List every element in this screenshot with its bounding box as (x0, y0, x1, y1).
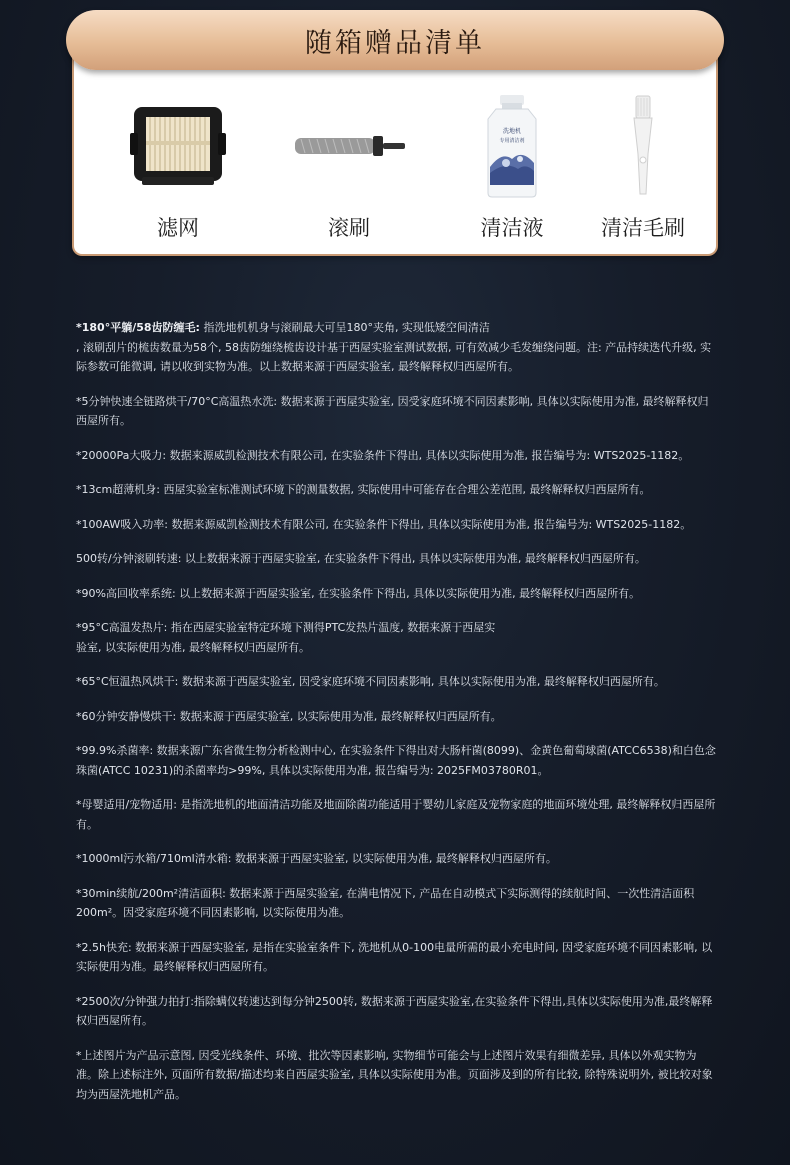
note-item: *99.9%杀菌率: 数据来源广东省微生物分析检测中心, 在实验条件下得出对大肠杆菌(8099)、金黄色葡萄球菌(ATCC6538)和白色念珠菌(ATCC 10231)的杀菌率均>99%, 具体以实际使用为准, 报告编号为: 2025FM03780R01。 (76, 744, 716, 777)
note-item: *13cm超薄机身: 西屋实验室标准测试环境下的测量数据, 实际使用中可能存在合理公差范围, 最终解释权归西屋所有。 (76, 483, 651, 496)
gift-list-title: 随箱赠品清单 (305, 27, 485, 59)
note-item: *30min续航/200m²清洁面积: 数据来源于西屋实验室, 在满电情况下, 产品在自动模式下实际测得的续航时间、一次性清洁面积200m²。因受家庭环境不同因素影响, 以实际使用为准。 (76, 886, 695, 919)
gift-item-roller-brush (274, 90, 424, 250)
gift-item-cleaning-brush (568, 90, 718, 250)
cleaning-solution-icon (442, 90, 582, 202)
note-item: *65°C恒温热风烘干: 数据来源于西屋实验室, 因受家庭环境不同因素影响, 具体以实际使用为准, 最终解释权归西屋所有。 (76, 675, 665, 688)
note-item: *100AW吸入功率: 数据来源威凯检测技术有限公司, 在实验条件下得出, 具体以实际使用为准, 报告编号为: WTS2025-1182。 (76, 517, 692, 531)
note-item: *2.5h快充: 数据来源于西屋实验室, 是指在实验室条件下, 洗地机从0-100电量所需的最小充电时间, 因受家庭环境不同因素影响, 以实际使用为准。最终解释权归西屋所有。 (76, 940, 713, 973)
gift-label-cleaning-brush: 清洁毛刷 (601, 216, 685, 240)
gift-label-filter: 滤网 (157, 216, 199, 240)
gift-label-cleaning-solution: 清洁液 (480, 216, 544, 240)
bottle-label-line2: 专用清洁剂 (499, 138, 525, 144)
bottle-label-line1: 洗地机 (502, 128, 522, 135)
gift-card (72, 38, 718, 256)
note-item (76, 318, 718, 377)
note-item: *5分钟快速全链路烘干/70°C高温热水洗: 数据来源于西屋实验室, 因受家庭环境不同因素影响, 具体以实际使用为准, 最终解释权归西屋所有。 (76, 394, 709, 427)
note-item: *60分钟安静慢烘干: 数据来源于西屋实验室, 以实际使用为准, 最终解释权归西屋所有。 (76, 709, 502, 723)
note-item: 500转/分钟滚刷转速: 以上数据来源于西屋实验室, 在实验条件下得出, 具体以实际使用为准, 最终解释权归西屋所有。 (76, 552, 646, 565)
note-item: *上述图片为产品示意图, 因受光线条件、环境、批次等因素影响, 实物细节可能会与上述图片效果有细微差异, 具体以外观实物为准。除上述标注外, 页面所有数据/描述均来自西屋实验室, 具体以实际使用为准。页面涉及到的所有比较, 除特殊说明外, 被比较对象均为西屋洗地机产品。 (76, 1048, 713, 1101)
gift-label-roller-brush: 滚刷 (328, 216, 370, 240)
note-item: *95°C高温发热片: 指在西屋实验室特定环境下测得PTC发热片温度, 数据来源于西屋实 验室, 以实际使用为准, 最终解释权归西屋所有。 (76, 621, 496, 654)
note-head: *180°平躺/58齿防缠毛: (76, 321, 200, 334)
gift-list-header (66, 10, 724, 70)
note-item: *母婴适用/宠物适用: 是指洗地机的地面清洁功能及地面除菌功能适用于婴幼儿家庭及宠物家庭的地面环境处理, 最终解释权归西屋所有。 (76, 798, 716, 831)
disclaimer-notes (76, 318, 718, 1119)
note-item: *1000ml污水箱/710ml清水箱: 数据来源于西屋实验室, 以实际使用为准, 最终解释权归西屋所有。 (76, 852, 557, 865)
note-text: 指洗地机机身与滚刷最大可呈180°夹角, 实现低矮空间清洁 , 滚刷刮片的梳齿数量为58个, 58齿防缠绕梳齿设计基于西屋实验室测试数据, 可有效减少毛发缠绕问题。注: 产品持续迭代升级, 实际参数可能微调, 请以收到实物为准。以上数据来源于西屋实验室, 最终解释权归西屋所有。 (76, 321, 712, 373)
roller-brush-icon (279, 90, 419, 202)
note-item: *20000Pa大吸力: 数据来源威凯检测技术有限公司, 在实验条件下得出, 具体以实际使用为准, 报告编号为: WTS2025-1182。 (76, 448, 690, 462)
note-item: *90%高回收率系统: 以上数据来源于西屋实验室, 在实验条件下得出, 具体以实际使用为准, 最终解释权归西屋所有。 (76, 586, 641, 600)
cleaning-brush-icon (573, 90, 713, 202)
filter-icon (108, 90, 248, 202)
note-item: *2500次/分钟强力拍打:指除螨仪转速达到每分钟2500转, 数据来源于西屋实验室,在实验条件下得出,具体以实际使用为准,最终解释权归西屋所有。 (76, 994, 713, 1027)
gift-item-cleaning-solution (437, 90, 587, 250)
gift-item-filter (103, 90, 253, 250)
